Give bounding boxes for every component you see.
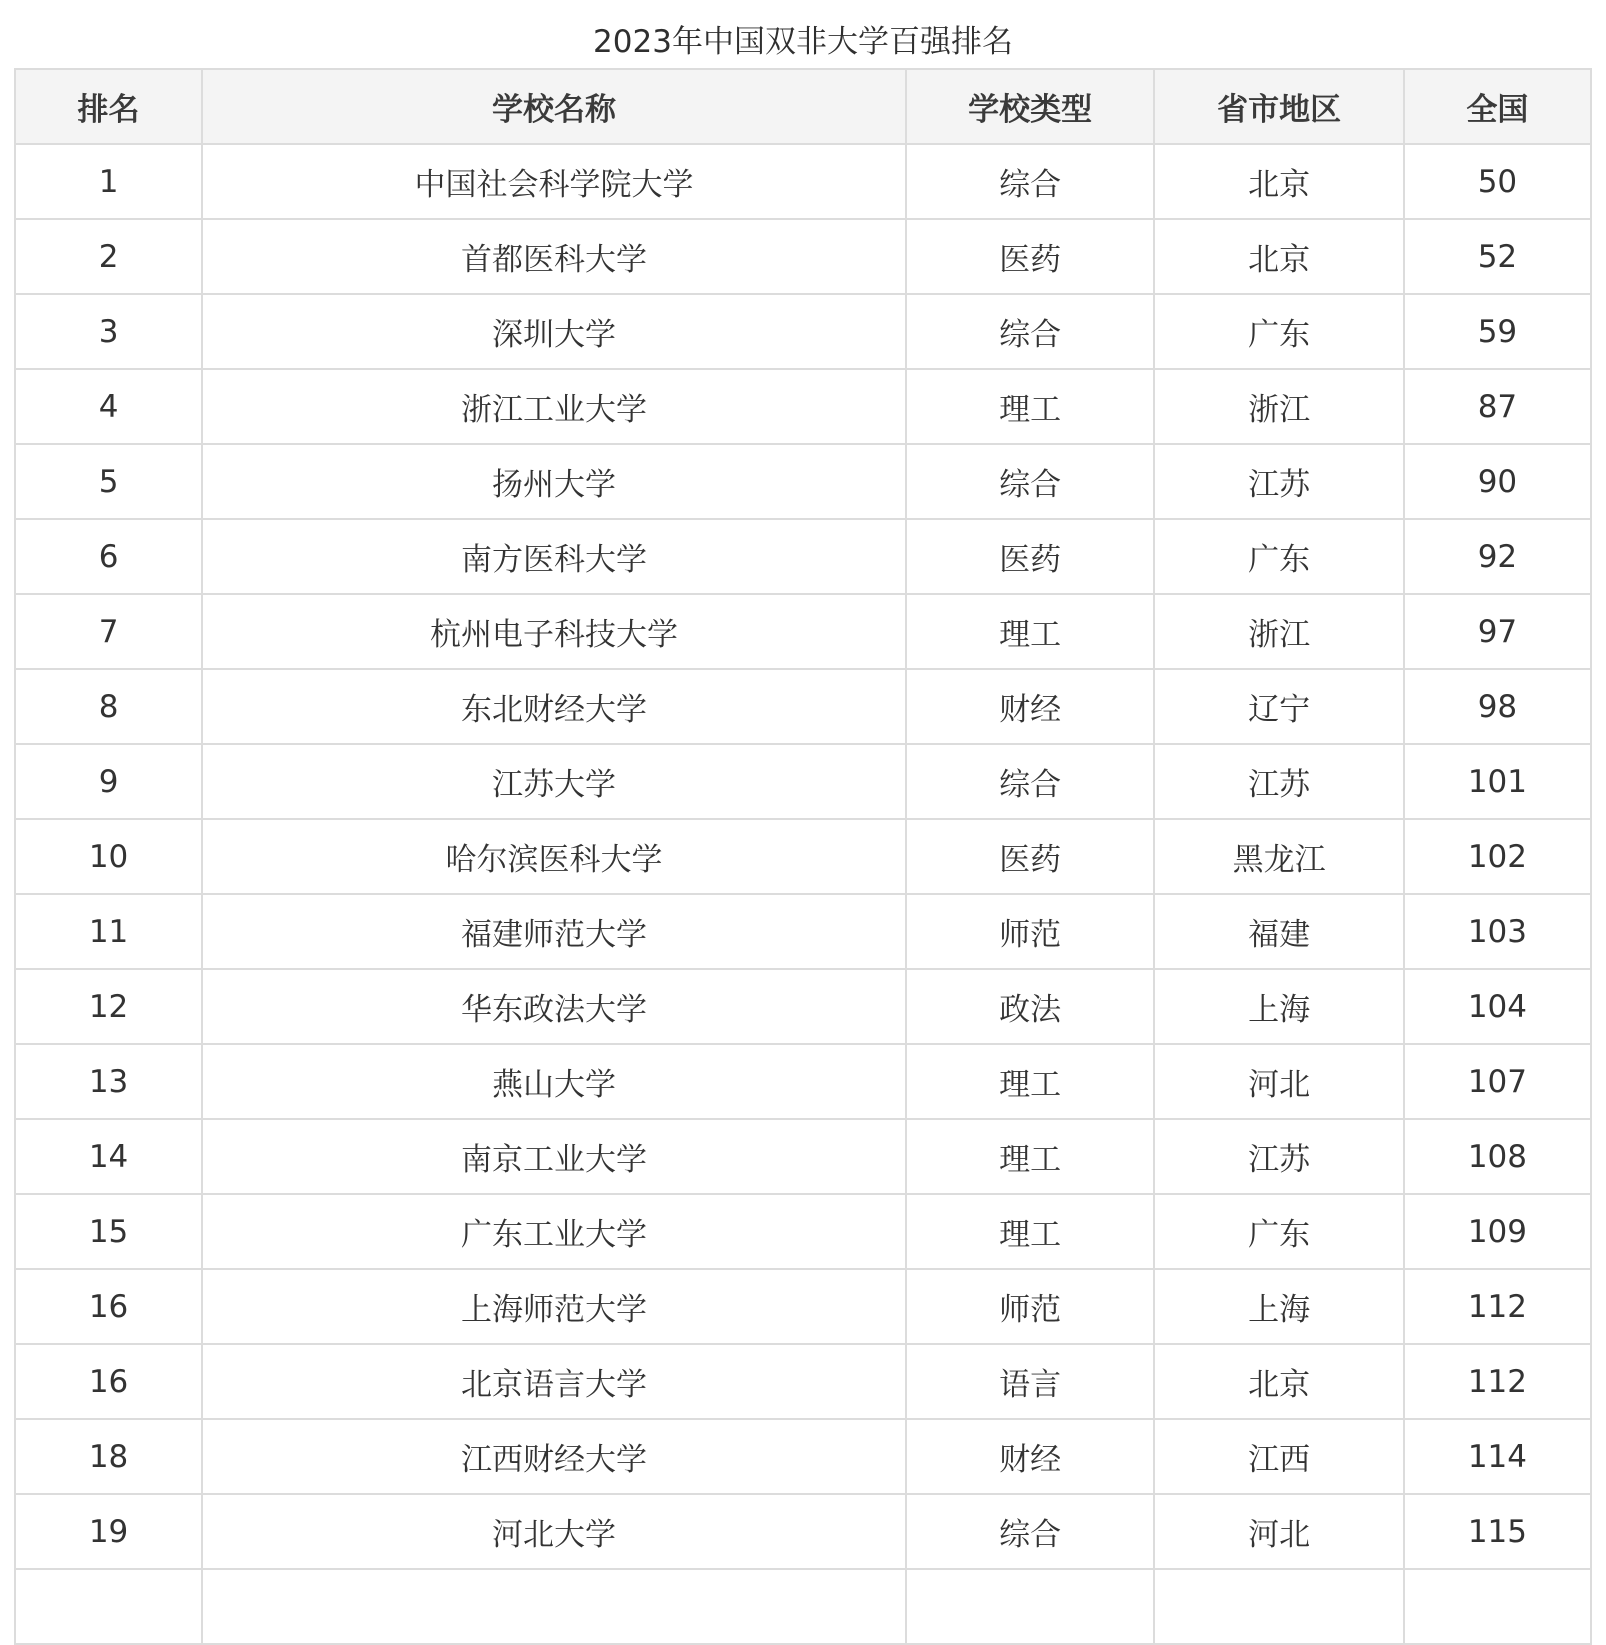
rank-cell: 9 [15,744,202,819]
table-row [15,1344,1591,1419]
header-region: 省市地区 [1154,69,1403,144]
national-rank-cell: 102 [1404,819,1591,894]
school-type-cell: 语言 [906,1344,1154,1419]
table-row [15,894,1591,969]
national-rank-cell: 109 [1404,1194,1591,1269]
region-cell: 浙江 [1154,594,1403,669]
national-rank-cell [1404,1569,1591,1644]
school-name-cell: 福建师范大学 [202,894,906,969]
table-row [15,1419,1591,1494]
school-type-cell: 政法 [906,969,1154,1044]
national-rank-cell: 97 [1404,594,1591,669]
rank-cell: 8 [15,669,202,744]
rank-cell: 7 [15,594,202,669]
national-rank-cell: 92 [1404,519,1591,594]
table-row [15,1269,1591,1344]
school-name-cell: 江苏大学 [202,744,906,819]
school-name-cell: 北京语言大学 [202,1344,906,1419]
school-name-cell [202,1569,906,1644]
school-type-cell: 综合 [906,1494,1154,1569]
school-type-cell: 理工 [906,1194,1154,1269]
table-row [15,1044,1591,1119]
national-rank-cell: 114 [1404,1419,1591,1494]
rank-cell: 10 [15,819,202,894]
rank-cell: 2 [15,219,202,294]
national-rank-cell: 59 [1404,294,1591,369]
national-rank-cell: 107 [1404,1044,1591,1119]
table-row [15,969,1591,1044]
region-cell [1154,1569,1403,1644]
region-cell: 广东 [1154,1194,1403,1269]
region-cell: 江苏 [1154,444,1403,519]
header-rank: 排名 [15,69,202,144]
rank-cell: 6 [15,519,202,594]
ranking-table [14,68,1592,1645]
rank-cell: 1 [15,144,202,219]
region-cell: 浙江 [1154,369,1403,444]
national-rank-cell: 87 [1404,369,1591,444]
school-type-cell: 理工 [906,1119,1154,1194]
national-rank-cell: 50 [1404,144,1591,219]
table-header [15,69,1591,144]
region-cell: 广东 [1154,519,1403,594]
school-name-cell: 南京工业大学 [202,1119,906,1194]
national-rank-cell: 112 [1404,1269,1591,1344]
page-title: 2023年中国双非大学百强排名 [593,24,1013,60]
table-row [15,444,1591,519]
school-name-cell: 南方医科大学 [202,519,906,594]
school-name-cell: 首都医科大学 [202,219,906,294]
region-cell: 辽宁 [1154,669,1403,744]
national-rank-cell: 98 [1404,669,1591,744]
region-cell: 河北 [1154,1044,1403,1119]
school-name-cell: 深圳大学 [202,294,906,369]
header-row [15,69,1591,144]
table-row [15,594,1591,669]
school-type-cell: 综合 [906,444,1154,519]
school-type-cell: 理工 [906,1044,1154,1119]
region-cell: 上海 [1154,1269,1403,1344]
header-national-rank: 全国 [1404,69,1591,144]
national-rank-cell: 108 [1404,1119,1591,1194]
table-row [15,669,1591,744]
table-row [15,1194,1591,1269]
rank-cell [15,1569,202,1644]
rank-cell: 16 [15,1269,202,1344]
school-name-cell: 河北大学 [202,1494,906,1569]
school-name-cell: 江西财经大学 [202,1419,906,1494]
header-school-name: 学校名称 [202,69,906,144]
school-type-cell: 综合 [906,294,1154,369]
table-row [15,1119,1591,1194]
school-type-cell [906,1569,1154,1644]
national-rank-cell: 112 [1404,1344,1591,1419]
school-name-cell: 杭州电子科技大学 [202,594,906,669]
school-type-cell: 综合 [906,144,1154,219]
school-type-cell: 医药 [906,219,1154,294]
table-row [15,294,1591,369]
school-type-cell: 师范 [906,1269,1154,1344]
region-cell: 河北 [1154,1494,1403,1569]
rank-cell: 15 [15,1194,202,1269]
region-cell: 江苏 [1154,1119,1403,1194]
rank-cell: 4 [15,369,202,444]
school-type-cell: 理工 [906,594,1154,669]
header-school-type: 学校类型 [906,69,1154,144]
school-type-cell: 财经 [906,1419,1154,1494]
school-name-cell: 燕山大学 [202,1044,906,1119]
national-rank-cell: 104 [1404,969,1591,1044]
table-row [15,219,1591,294]
school-name-cell: 哈尔滨医科大学 [202,819,906,894]
region-cell: 北京 [1154,1344,1403,1419]
region-cell: 黑龙江 [1154,819,1403,894]
table-row [15,519,1591,594]
national-rank-cell: 103 [1404,894,1591,969]
school-type-cell: 医药 [906,519,1154,594]
school-type-cell: 财经 [906,669,1154,744]
national-rank-cell: 101 [1404,744,1591,819]
table-row [15,819,1591,894]
region-cell: 江苏 [1154,744,1403,819]
school-type-cell: 理工 [906,369,1154,444]
rank-cell: 18 [15,1419,202,1494]
rank-cell: 3 [15,294,202,369]
region-cell: 江西 [1154,1419,1403,1494]
school-name-cell: 浙江工业大学 [202,369,906,444]
school-name-cell: 扬州大学 [202,444,906,519]
rank-cell: 19 [15,1494,202,1569]
school-name-cell: 东北财经大学 [202,669,906,744]
rank-cell: 13 [15,1044,202,1119]
school-name-cell: 中国社会科学院大学 [202,144,906,219]
region-cell: 北京 [1154,144,1403,219]
table-row [15,744,1591,819]
school-type-cell: 综合 [906,744,1154,819]
school-type-cell: 医药 [906,819,1154,894]
school-name-cell: 广东工业大学 [202,1194,906,1269]
rank-cell: 14 [15,1119,202,1194]
national-rank-cell: 115 [1404,1494,1591,1569]
rank-cell: 16 [15,1344,202,1419]
national-rank-cell: 90 [1404,444,1591,519]
region-cell: 北京 [1154,219,1403,294]
region-cell: 福建 [1154,894,1403,969]
school-name-cell: 上海师范大学 [202,1269,906,1344]
school-name-cell: 华东政法大学 [202,969,906,1044]
school-type-cell: 师范 [906,894,1154,969]
table-row [15,144,1591,219]
region-cell: 上海 [1154,969,1403,1044]
rank-cell: 12 [15,969,202,1044]
region-cell: 广东 [1154,294,1403,369]
rank-cell: 5 [15,444,202,519]
table-body [15,144,1591,1644]
table-row [15,1494,1591,1569]
table-row [15,369,1591,444]
table-row [15,1569,1591,1644]
national-rank-cell: 52 [1404,219,1591,294]
rank-cell: 11 [15,894,202,969]
